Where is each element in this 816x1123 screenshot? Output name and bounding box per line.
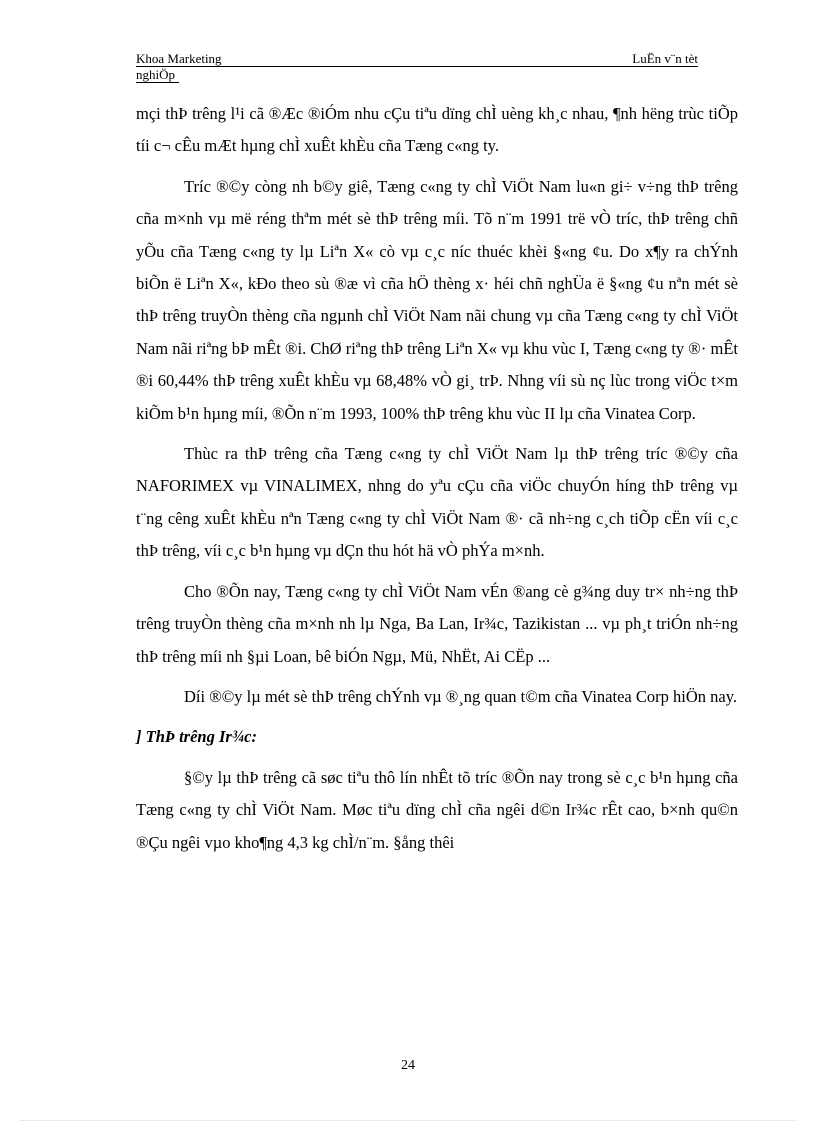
document-body: [136, 98, 738, 867]
paragraph-4: Cho ®Õn nay, Tæng c«ng ty chÌ ViÖt Nam vÉn ®ang cè g¾ng duy tr× nh÷ng thÞ trêng truyÒn thèng cña m×nh nh lµ Nga, Ba Lan, Ir¾c, Tazikistan ... vµ ph¸t triÓn nh÷ng thÞ trêng míi nh §µi Loan, bê biÓn Ngµ, Mü, NhËt, Ai CËp ...: [136, 581, 738, 666]
paragraph-1: mçi thÞ trêng l¹i cã ®Æc ®iÓm nhu cÇu tiªu dïng chÌ uèng kh¸c nhau, ¶nh hëng trùc tiÕp tíi c¬ cÊu mÆt hµng chÌ xuÊt khÈu cña Tæng c«ng ty.: [136, 104, 738, 156]
paragraph-5: Díi ®©y lµ mét sè thÞ trêng chÝnh vµ ®¸ng quan t©m cña Vinatea Corp hiÖn nay.: [184, 686, 737, 706]
header-left: Khoa Marketing: [136, 51, 222, 66]
footer-divider: [20, 1120, 796, 1121]
page-header: [136, 51, 698, 83]
header-line2: nghiÖp: [136, 67, 179, 83]
page-number: 24: [401, 1058, 415, 1073]
header-row: [136, 51, 698, 67]
paragraph-2: Tríc ®©y còng nh b©y giê, Tæng c«ng ty chÌ ViÖt Nam lu«n gi÷ v÷ng thÞ trêng cña m×nh vµ më réng thªm mét sè thÞ trêng míi. Tõ n¨m 1991 trë vÒ tríc, thÞ trêng chñ yÕu cña Tæng c«ng ty lµ Liªn X« cò vµ c¸c níc thuéc khèi §«ng ¢u. Do x¶y ra chÝnh biÕn ë Liªn X«, kÐo theo sù ®æ vì cña hÖ thèng x· héi chñ nghÜa ë §«ng ¢u nªn mét sè thÞ trêng truyÒn thèng cña ngµnh chÌ ViÖt Nam nãi chung vµ cña Tæng c«ng ty chÌ ViÖt Nam nãi riªng bÞ mÊt ®i. ChØ riªng thÞ trêng Liªn X« vµ khu vùc I, Tæng c«ng ty ®· mÊt ®i 60,44% thÞ trêng xuÊt khÈu vµ 68,48% vÒ gi¸ trÞ. Nhng víi sù nç lùc trong viÖc t×m kiÕm b¹n hµng míi, ®Õn n¨m 1993, 100% thÞ trêng khu vùc II lµ cña Vinatea Corp.: [136, 176, 738, 423]
paragraph-6: §©y lµ thÞ trêng cã søc tiªu thô lín nhÊt tõ tríc ®Õn nay trong sè c¸c b¹n hµng cña Tæng c«ng ty chÌ ViÖt Nam. Møc tiªu dïng chÌ cña ngêi d©n Ir¾c rÊt cao, b×nh qu©n ®Çu ngêi vµo kho¶ng 4,3 kg chÌ/n¨m. §ång thêi: [136, 767, 738, 852]
paragraph-3: Thùc ra thÞ trêng cña Tæng c«ng ty chÌ ViÖt Nam lµ thÞ trêng tríc ®©y cña NAFORIMEX vµ VINALIMEX, nhng do yªu cÇu cña viÖc chuyÓn híng thÞ trêng vµ t¨ng cêng xuÊt khÈu nªn Tæng c«ng ty chÌ ViÖt Nam ®· cã nh÷ng c¸ch tiÕp cËn víi c¸c thÞ trêng, víi c¸c b¹n hµng vµ dÇn thu hót hä vÒ phÝa m×nh.: [136, 444, 738, 561]
section-heading: ] ThÞ trêng Ir¾c:: [136, 727, 257, 747]
header-right: LuËn v¨n tèt: [632, 51, 698, 66]
